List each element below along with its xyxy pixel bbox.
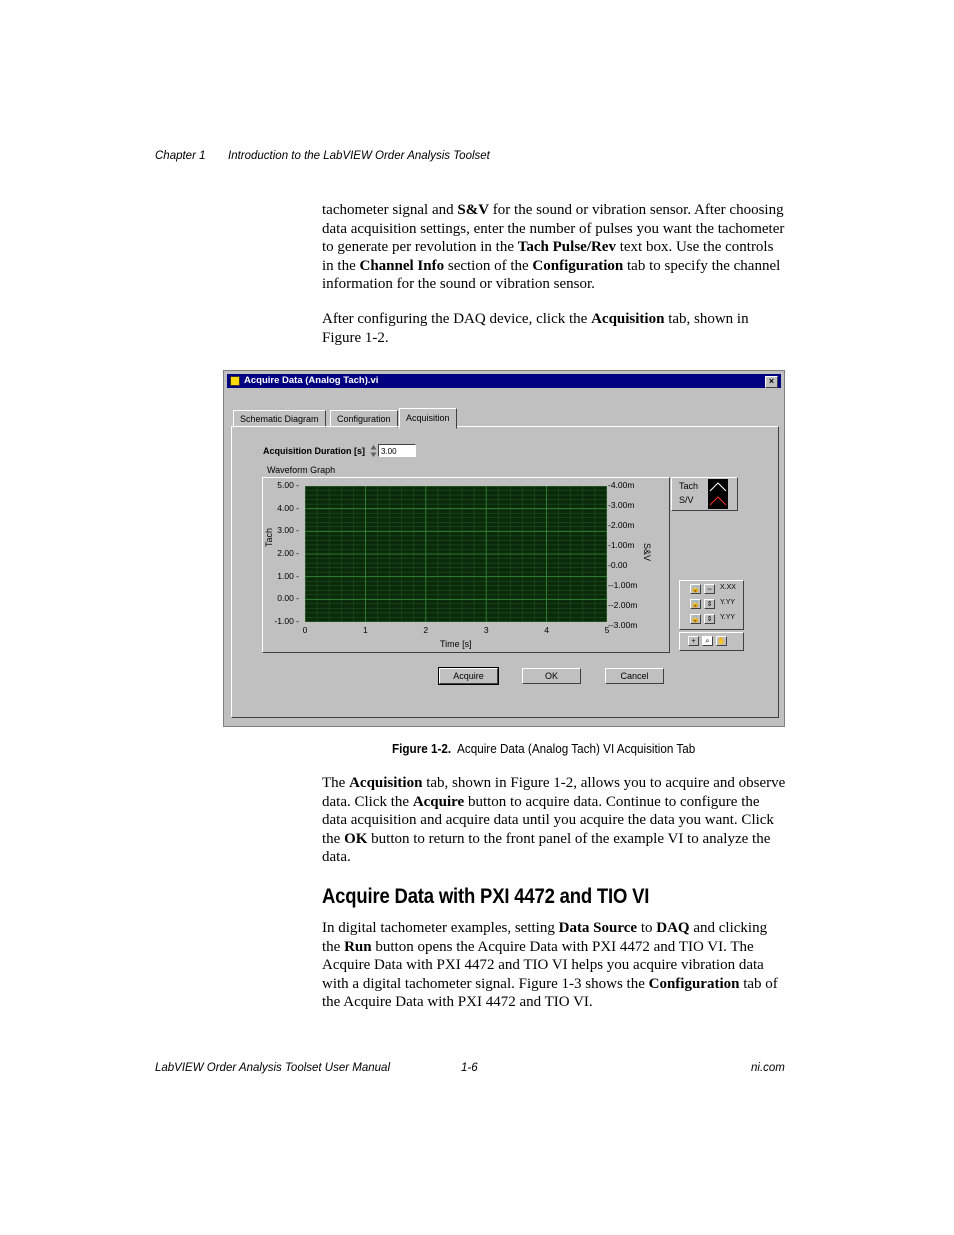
figure-window-screenshot bbox=[223, 370, 785, 727]
y-right-tick-label: -4.00m bbox=[608, 480, 635, 490]
y-right-tick-label: -3.00m bbox=[608, 500, 635, 510]
scale-format-x[interactable]: X.XX bbox=[720, 584, 736, 591]
legend-tach: Tach bbox=[679, 481, 699, 491]
footer-manual-title: LabVIEW Order Analysis Toolset User Manual bbox=[155, 1062, 390, 1074]
section-heading: Acquire Data with PXI 4472 and TIO VI bbox=[322, 885, 650, 908]
footer-site[interactable]: ni.com bbox=[751, 1062, 785, 1074]
autoscale-y-icon[interactable]: ⇕ bbox=[704, 599, 715, 609]
window-title: Acquire Data (Analog Tach).vi bbox=[244, 375, 379, 386]
running-header-chapter: Chapter 1 bbox=[155, 150, 206, 162]
autoscale-x-icon[interactable]: ⇔ bbox=[706, 586, 713, 593]
y-left-tick-label: 1.00 - bbox=[277, 570, 299, 581]
y-right-tick-label: --2.00m bbox=[608, 600, 638, 610]
waveform-plot-area[interactable] bbox=[305, 486, 607, 622]
y-left-tick-label: 0.00 - bbox=[277, 593, 299, 604]
paragraph-3: The Acquisition tab, shown in Figure 1-2, allows you to acquire and observe data. Click the Acquire button to acquire data. Continue to configure the data acquisition and acquire data until you acquire the data you want. Click the OK button to return to the front panel of the example VI to analyze the data. bbox=[322, 775, 786, 866]
y-right-tick-label: --1.00m bbox=[608, 580, 638, 590]
zoom-icon[interactable]: ⌕ bbox=[702, 636, 713, 646]
x-tick-label: 3 bbox=[483, 625, 489, 635]
y-left-tick-label: 4.00 - bbox=[277, 502, 299, 513]
x-tick-label: 0 bbox=[302, 625, 308, 635]
autoscale-y2-icon[interactable]: ⇕ bbox=[704, 614, 715, 624]
duration-label: Acquisition Duration [s] bbox=[263, 446, 365, 456]
close-icon[interactable]: × bbox=[765, 376, 778, 388]
y-left-tick-label: -1.00 - bbox=[274, 616, 299, 626]
figure-caption: Figure 1-2. Acquire Data (Analog Tach) VI Acquisition Tab bbox=[392, 741, 696, 756]
legend-swatches-icon bbox=[708, 479, 728, 509]
x-tick-label: 4 bbox=[544, 625, 549, 635]
y-left-tick-label: 2.00 - bbox=[277, 548, 299, 558]
y-axis-left-label: Tach bbox=[264, 527, 274, 547]
x-tick-label: 5 bbox=[604, 625, 610, 635]
footer-page-number: 1-6 bbox=[461, 1062, 478, 1074]
scale-format-y2[interactable]: Y.YY bbox=[720, 614, 736, 621]
y-right-tick-label: -1.00m bbox=[608, 540, 635, 550]
window-titlebar[interactable] bbox=[227, 374, 781, 388]
scale-palette bbox=[679, 580, 744, 630]
paragraph-1: tachometer signal and S&V for the sound or vibration sensor. After choosing data acquisition settings, enter the number of pulses you want the tachometer to generate per revolution in the Tach Pulse/Rev text box. Use the controls in the Channel Info section of the Configuration tab to specify the channel information for the sound or vibration sensor. bbox=[322, 202, 785, 293]
legend-sv: S/V bbox=[679, 495, 694, 505]
ok-button[interactable]: OK bbox=[522, 668, 581, 684]
y-axis-right-label: S&V bbox=[642, 543, 652, 562]
scale-format-y[interactable]: Y.YY bbox=[720, 599, 736, 606]
duration-input[interactable]: 3.00 bbox=[378, 444, 416, 457]
y-right-tick-label: -0.00 bbox=[608, 560, 628, 570]
plot-legend[interactable] bbox=[671, 477, 738, 511]
paragraph-2: After configuring the DAQ device, click the Acquisition tab, shown in Figure 1-2. bbox=[322, 311, 749, 346]
graph-tool-palette bbox=[679, 632, 744, 651]
vi-app-icon bbox=[230, 376, 240, 386]
y-left-tick-label: 3.00 - bbox=[277, 525, 299, 536]
tab-acquisition[interactable]: Acquisition bbox=[399, 408, 457, 429]
lock-icon[interactable]: 🔒 bbox=[691, 586, 700, 593]
crosshair-icon[interactable]: + bbox=[688, 636, 699, 646]
spinner-arrows-icon[interactable] bbox=[370, 444, 377, 458]
cancel-button[interactable]: Cancel bbox=[605, 668, 664, 684]
tab-configuration[interactable]: Configuration bbox=[330, 410, 398, 428]
plot-grid bbox=[305, 486, 607, 622]
paragraph-4: In digital tachometer examples, setting Data Source to DAQ and clicking the Run button opens the Acquire Data with PXI 4472 and TIO VI. The Acquire Data with PXI 4472 and TIO VI helps you acquire vibration data with a digital tachometer signal. Figure 1-3 shows the Configuration tab of the Acquire Data with PXI 4472 and TIO VI. bbox=[322, 920, 778, 1011]
y-right-tick-label: --3.00m bbox=[608, 620, 638, 630]
graph-label: Waveform Graph bbox=[267, 465, 336, 475]
tab-schematic-diagram[interactable]: Schematic Diagram bbox=[233, 410, 326, 428]
x-tick-label: 2 bbox=[423, 625, 429, 635]
pan-hand-icon[interactable]: ✋ bbox=[717, 638, 726, 645]
acquire-button[interactable]: Acquire bbox=[439, 668, 498, 684]
running-header-title: Introduction to the LabVIEW Order Analysis Toolset bbox=[228, 150, 490, 162]
lock-icon[interactable]: 🔒 bbox=[691, 601, 700, 608]
y-right-tick-label: -2.00m bbox=[608, 520, 635, 530]
x-tick-label: 1 bbox=[363, 625, 368, 635]
lock-icon[interactable]: 🔒 bbox=[691, 616, 700, 623]
y-left-tick-label: 5.00 - bbox=[277, 480, 299, 490]
x-axis-label: Time [s] bbox=[440, 639, 472, 649]
